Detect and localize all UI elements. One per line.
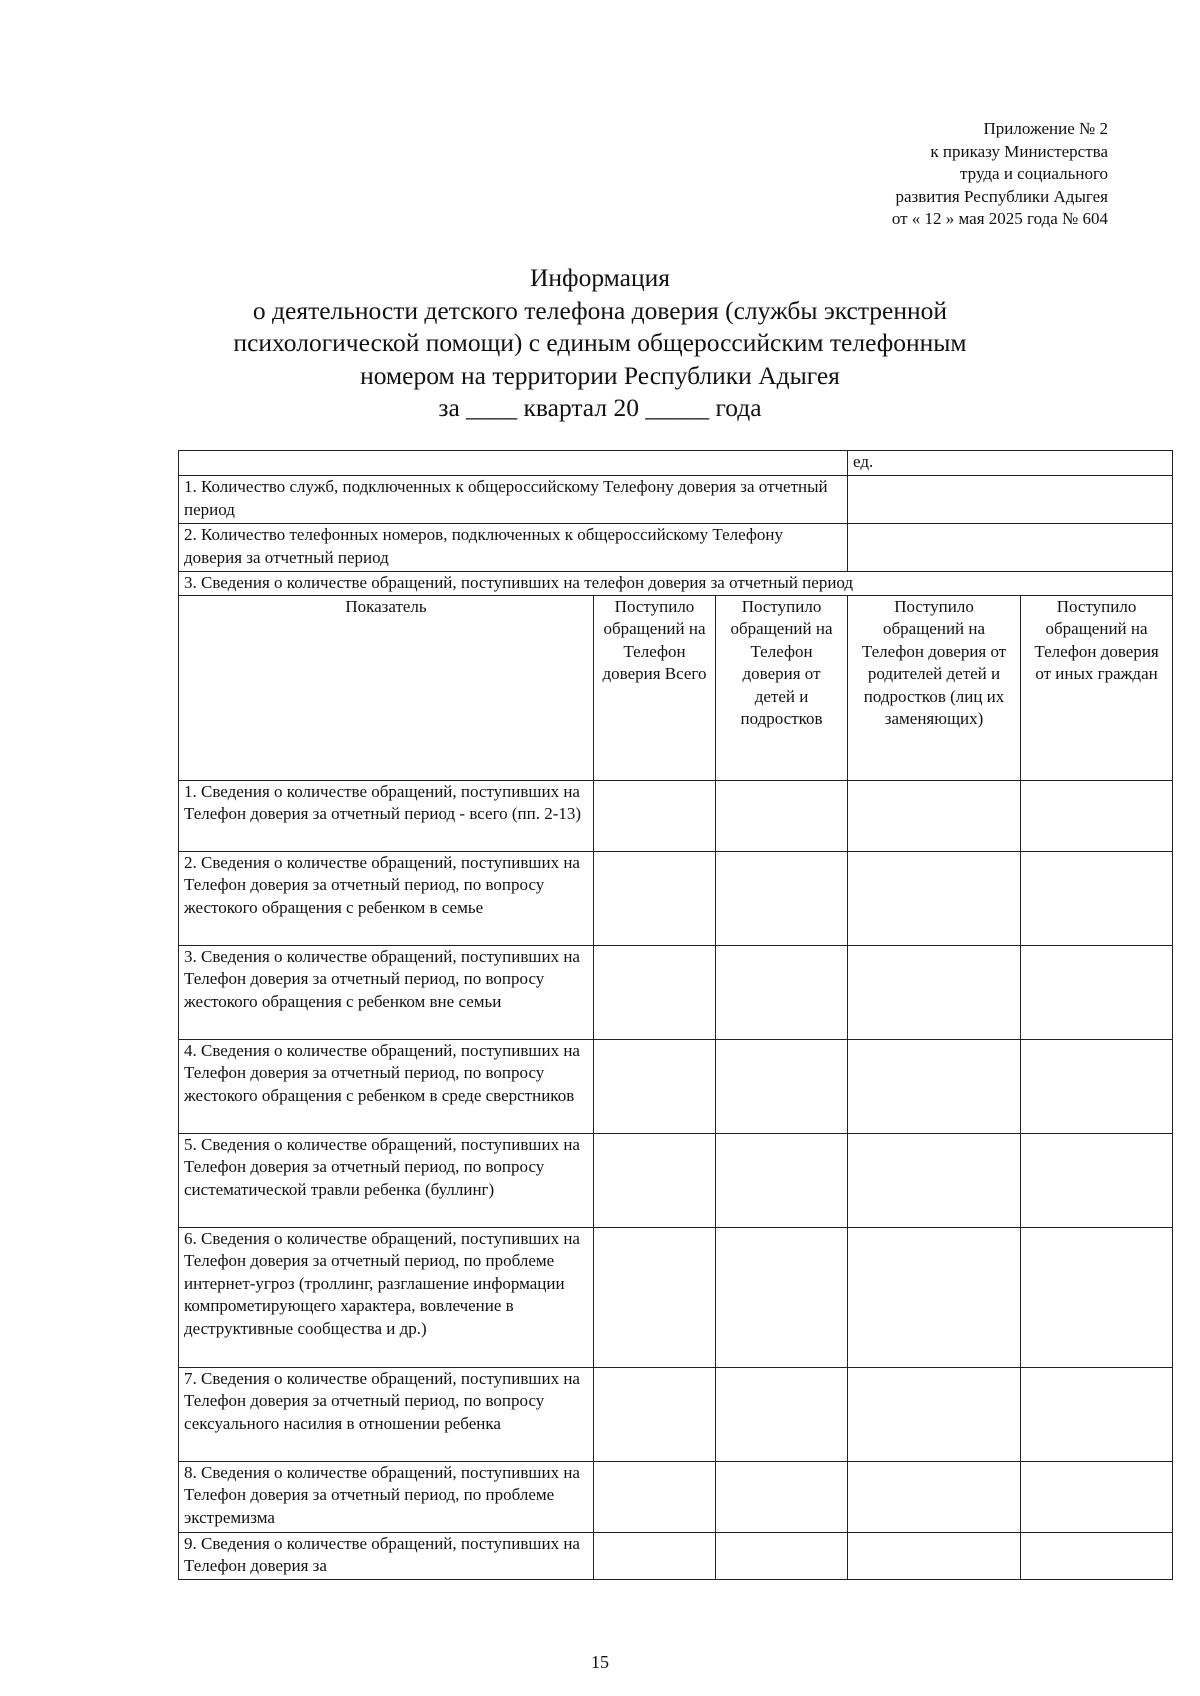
total-cell[interactable] (594, 780, 716, 851)
column-header-others: Поступило обращений на Телефон доверия от иных граждан (1021, 595, 1173, 780)
table-row (179, 1532, 1173, 1579)
others-cell[interactable] (1021, 851, 1173, 945)
report-table (178, 450, 1173, 1580)
title-line-2: о деятельности детского телефона доверия (службы экстренной (252, 295, 948, 325)
table-row (179, 1367, 1173, 1461)
others-cell[interactable] (1021, 1039, 1173, 1133)
parents-cell[interactable] (848, 945, 1021, 1039)
row-label: 3. Сведения о количестве обращений, поступивших на Телефон доверия за отчетный период, по вопросу жестокого обращения с ребенком вне семьи (179, 945, 594, 1039)
total-cell[interactable] (594, 1367, 716, 1461)
row-label: 2. Сведения о количестве обращений, поступивших на Телефон доверия за отчетный период, по вопросу жестокого обращения с ребенком в семье (179, 851, 594, 945)
table-row (179, 945, 1173, 1039)
others-cell[interactable] (1021, 780, 1173, 851)
children-cell[interactable] (716, 1532, 848, 1579)
table-row (179, 780, 1173, 851)
order-appendix-header (892, 118, 1108, 231)
unit-row-blank-cell (179, 451, 848, 476)
others-cell[interactable] (1021, 1367, 1173, 1461)
children-cell[interactable] (716, 1039, 848, 1133)
total-cell[interactable] (594, 1532, 716, 1579)
others-cell[interactable] (1021, 1227, 1173, 1367)
total-cell[interactable] (594, 1039, 716, 1133)
services-count-label: 1. Количество служб, подключенных к общероссийскому Телефону доверия за отчетный период (179, 476, 848, 524)
column-header-indicator: Показатель (179, 595, 594, 780)
children-cell[interactable] (716, 851, 848, 945)
row-label: 7. Сведения о количестве обращений, поступивших на Телефон доверия за отчетный период, по вопросу сексуального насилия в отношении ребенка (179, 1367, 594, 1461)
section-3-row (179, 572, 1173, 596)
row-label: 9. Сведения о количестве обращений, поступивших на Телефон доверия за (179, 1532, 594, 1579)
reporting-period-line: за ____ квартал 20 _____ года (438, 393, 762, 422)
column-header-parents: Поступило обращений на Телефон доверия от родителей детей и подростков (лиц их заменяющих) (848, 595, 1021, 780)
parents-cell[interactable] (848, 1532, 1021, 1579)
table-row (179, 1039, 1173, 1133)
unit-label-cell: ед. (848, 451, 1173, 476)
page-number: 15 (591, 1652, 609, 1672)
ministry-name-line1: труда и социального (960, 164, 1108, 183)
row-label: 1. Сведения о количестве обращений, поступивших на Телефон доверия за отчетный период - всего (пп. 2-13) (179, 780, 594, 851)
others-cell[interactable] (1021, 1133, 1173, 1227)
children-cell[interactable] (716, 1367, 848, 1461)
total-cell[interactable] (594, 945, 716, 1039)
parents-cell[interactable] (848, 1461, 1021, 1532)
phone-numbers-count-value[interactable] (848, 524, 1173, 572)
order-date-number: от « 12 » мая 2025 года № 604 (891, 209, 1108, 228)
row-label: 6. Сведения о количестве обращений, поступивших на Телефон доверия за отчетный период, по проблеме интернет-угроз (троллинг, разглашение информации компрометирующего характера, вовлечение в деструктивные сообщества и др.) (179, 1227, 594, 1367)
children-cell[interactable] (716, 945, 848, 1039)
title-line-1: Информация (529, 263, 670, 292)
unit-row (179, 451, 1173, 476)
children-cell[interactable] (716, 1227, 848, 1367)
parents-cell[interactable] (848, 1227, 1021, 1367)
column-header-total: Поступило обращений на Телефон доверия Всего (594, 595, 716, 780)
phone-numbers-count-label: 2. Количество телефонных номеров, подключенных к общероссийскому Телефону доверия за отчетный период (179, 524, 848, 572)
total-cell[interactable] (594, 1133, 716, 1227)
others-cell[interactable] (1021, 1461, 1173, 1532)
table-row (179, 851, 1173, 945)
appendix-number: Приложение № 2 (983, 119, 1108, 138)
parents-cell[interactable] (848, 851, 1021, 945)
children-cell[interactable] (716, 1133, 848, 1227)
title-line-4: номером на территории Республики Адыгея (360, 360, 840, 390)
row-label: 4. Сведения о количестве обращений, поступивших на Телефон доверия за отчетный период, по вопросу жестокого обращения с ребенком в среде сверстников (179, 1039, 594, 1133)
others-cell[interactable] (1021, 1532, 1173, 1579)
parents-cell[interactable] (848, 1367, 1021, 1461)
total-cell[interactable] (594, 1227, 716, 1367)
table-row (179, 1461, 1173, 1532)
row-label: 8. Сведения о количестве обращений, поступивших на Телефон доверия за отчетный период, по проблеме экстремизма (179, 1461, 594, 1532)
order-reference: к приказу Министерства (930, 141, 1108, 161)
table-row (179, 1227, 1173, 1367)
document-title (0, 262, 1200, 425)
services-count-value[interactable] (848, 476, 1173, 524)
title-line-3: психологической помощи) с единым общероссийским телефонным (233, 328, 967, 357)
others-cell[interactable] (1021, 945, 1173, 1039)
ministry-name-line2: развития Республики Адыгея (895, 186, 1108, 206)
parents-cell[interactable] (848, 1133, 1021, 1227)
parents-cell[interactable] (848, 780, 1021, 851)
section-3-heading: 3. Сведения о количестве обращений, поступивших на телефон доверия за отчетный период (179, 572, 1173, 596)
total-cell[interactable] (594, 1461, 716, 1532)
phone-numbers-count-row (179, 524, 1173, 572)
services-count-row (179, 476, 1173, 524)
parents-cell[interactable] (848, 1039, 1021, 1133)
table-row (179, 1133, 1173, 1227)
column-header-row (179, 595, 1173, 780)
children-cell[interactable] (716, 1461, 848, 1532)
total-cell[interactable] (594, 851, 716, 945)
children-cell[interactable] (716, 780, 848, 851)
row-label: 5. Сведения о количестве обращений, поступивших на Телефон доверия за отчетный период, по вопросу систематической травли ребенка (буллинг) (179, 1133, 594, 1227)
column-header-children: Поступило обращений на Телефон доверия от детей и подростков (716, 595, 848, 780)
